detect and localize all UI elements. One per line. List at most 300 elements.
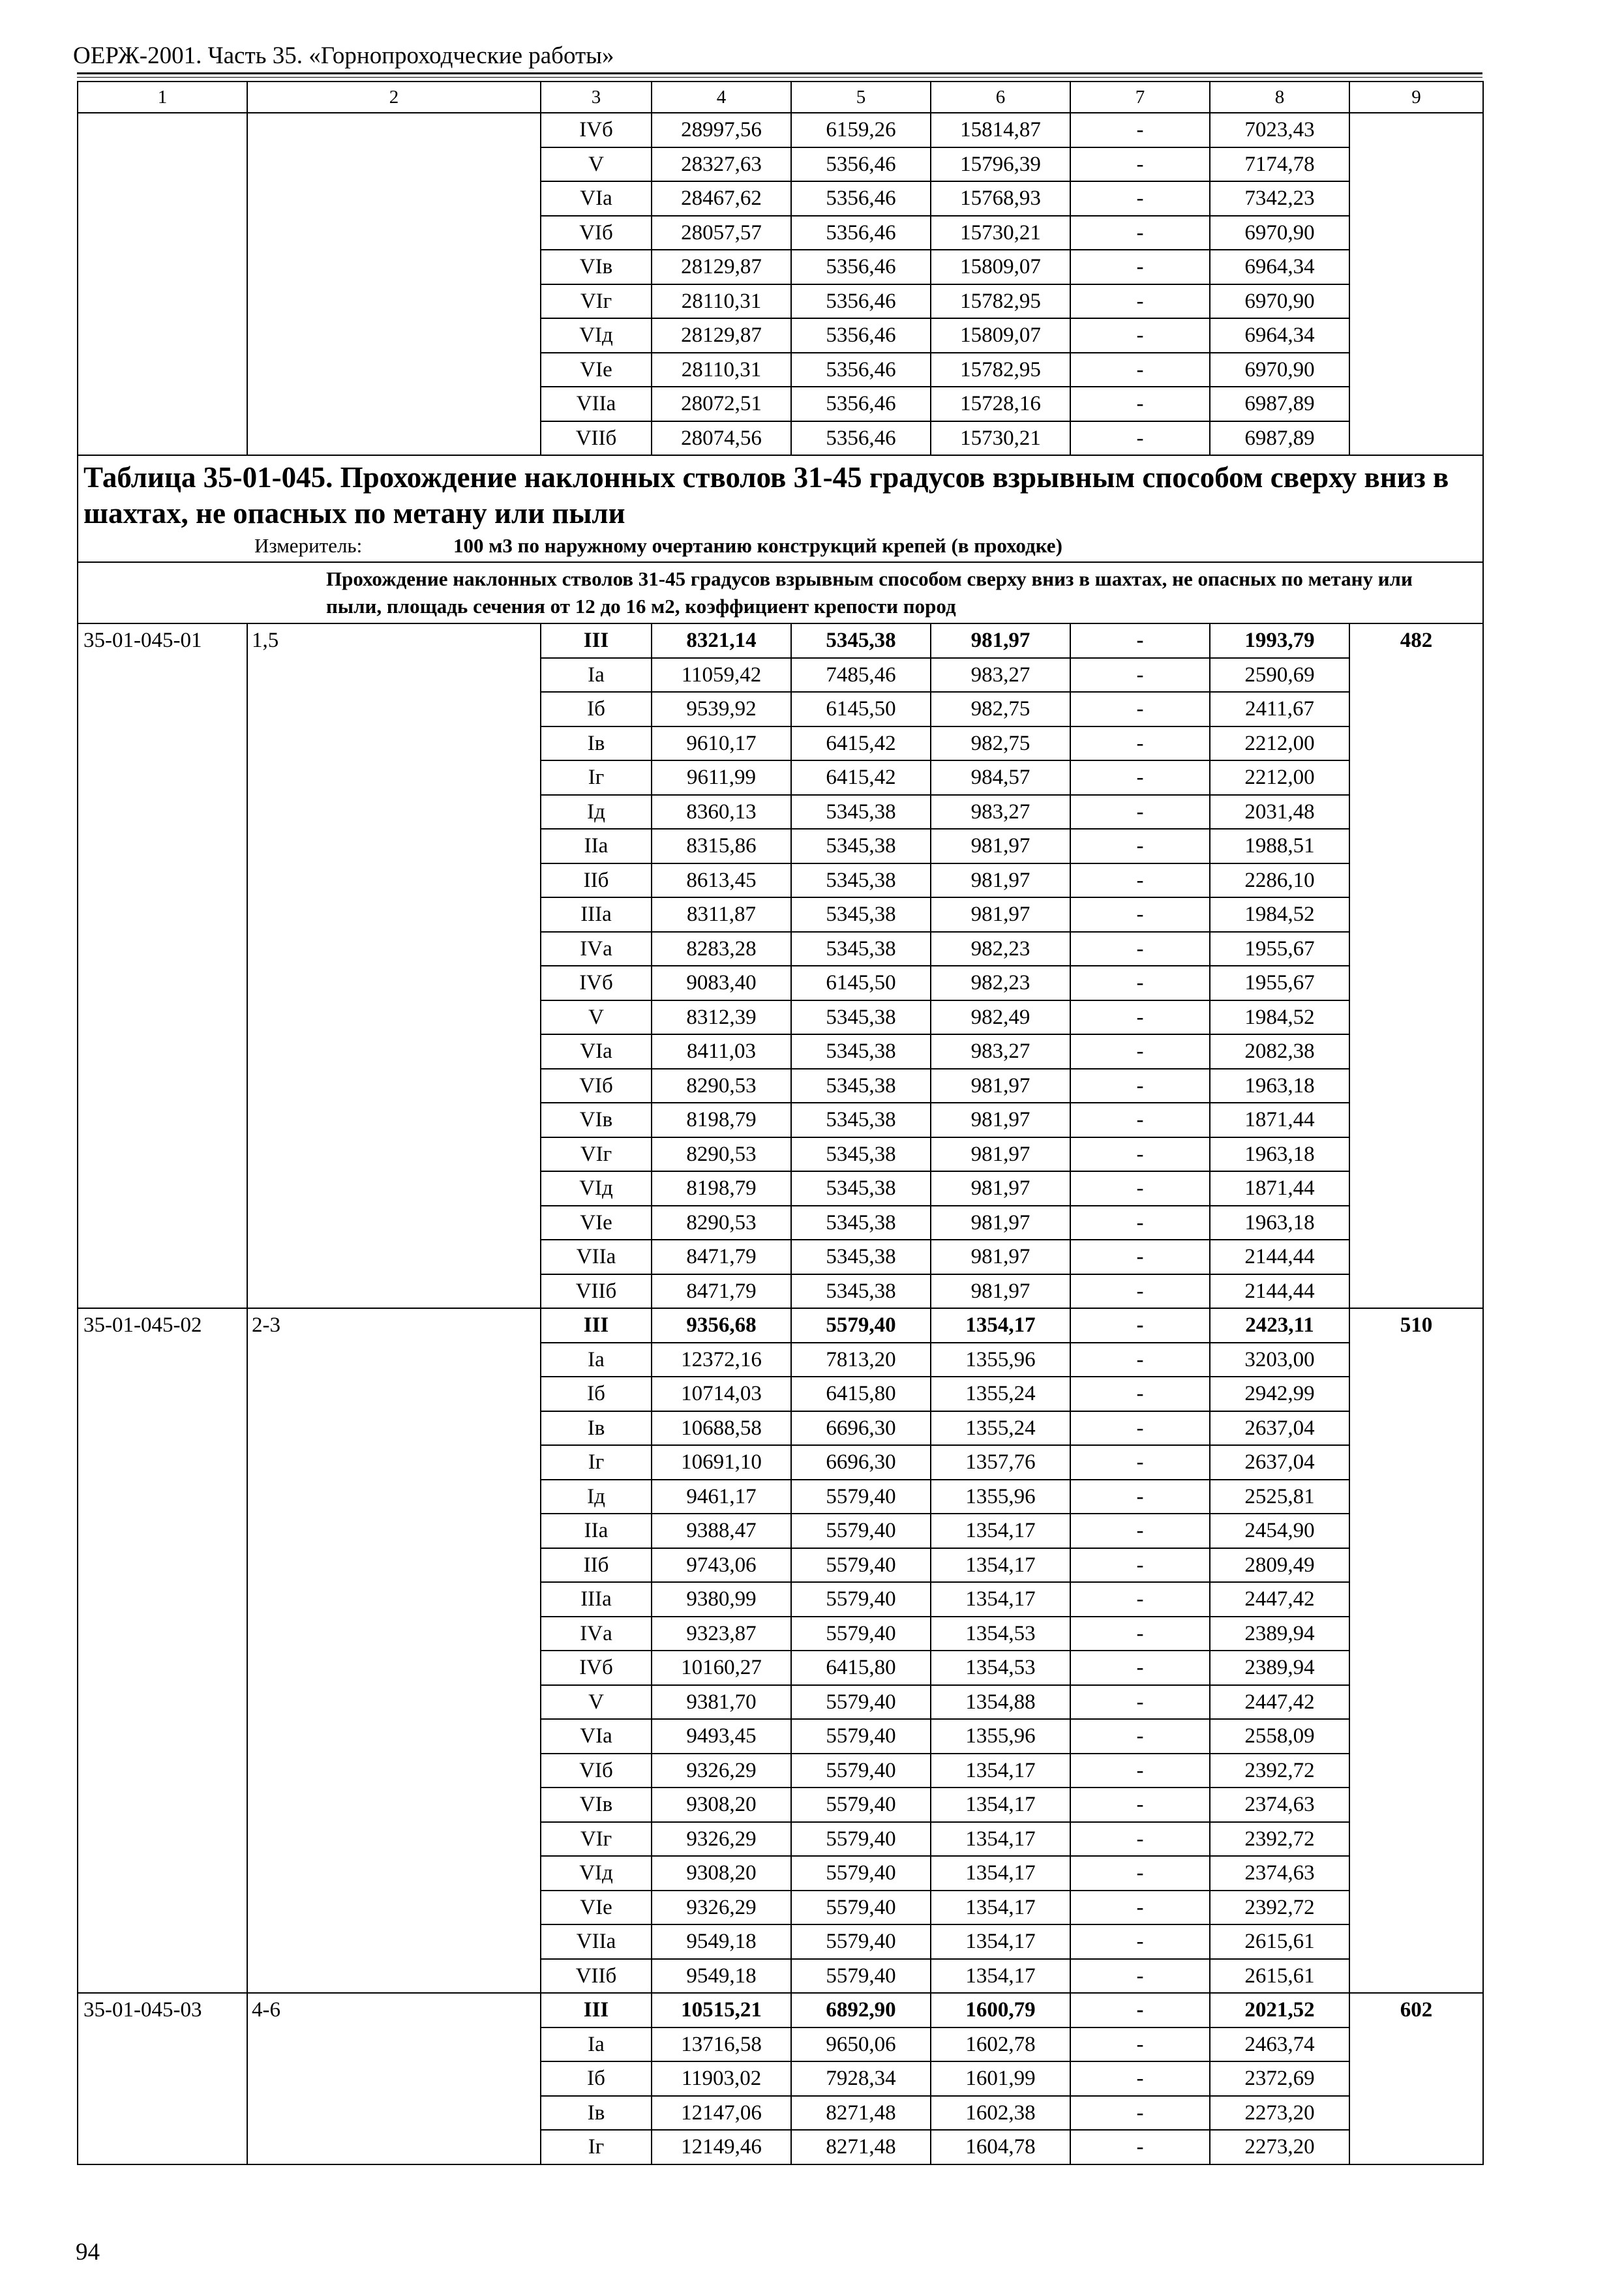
value-cell: 9323,87 bbox=[652, 1617, 791, 1651]
value-cell: 2392,72 bbox=[1210, 1822, 1349, 1857]
value-cell: 15782,95 bbox=[931, 353, 1070, 387]
value-cell: - bbox=[1070, 2096, 1210, 2131]
param-cell: 1,5 bbox=[247, 623, 541, 1308]
value-cell: 2273,20 bbox=[1210, 2130, 1349, 2164]
value-cell: VIе bbox=[541, 1206, 652, 1240]
value-cell: 982,75 bbox=[931, 726, 1070, 761]
value-cell: 28129,87 bbox=[652, 318, 791, 353]
value-cell: 5579,40 bbox=[791, 1548, 931, 1583]
value-cell: 28057,57 bbox=[652, 216, 791, 250]
value-cell: Iг bbox=[541, 2130, 652, 2164]
value-cell: 2423,11 bbox=[1210, 1308, 1349, 1343]
value-cell: 1602,78 bbox=[931, 2027, 1070, 2062]
value-cell: 8290,53 bbox=[652, 1137, 791, 1172]
value-cell: 1354,53 bbox=[931, 1651, 1070, 1685]
code-cell bbox=[78, 113, 247, 455]
value-cell: - bbox=[1070, 1034, 1210, 1069]
value-cell: Iб bbox=[541, 692, 652, 726]
value-cell: VIа bbox=[541, 181, 652, 216]
value-cell: 8311,87 bbox=[652, 897, 791, 932]
value-cell: 9493,45 bbox=[652, 1719, 791, 1754]
value-cell: - bbox=[1070, 1308, 1210, 1343]
value-cell: 10691,10 bbox=[652, 1445, 791, 1480]
value-cell: 5345,38 bbox=[791, 1206, 931, 1240]
value-cell: 8471,79 bbox=[652, 1240, 791, 1274]
value-cell: 11059,42 bbox=[652, 658, 791, 693]
value-cell: 5356,46 bbox=[791, 318, 931, 353]
value-cell: IIа bbox=[541, 829, 652, 863]
value-cell: - bbox=[1070, 1754, 1210, 1788]
param-cell: 2-3 bbox=[247, 1308, 541, 1993]
value-cell: 9356,68 bbox=[652, 1308, 791, 1343]
value-cell: 3203,00 bbox=[1210, 1343, 1349, 1377]
value-cell: VIб bbox=[541, 1069, 652, 1103]
column-header: 1 bbox=[78, 82, 247, 113]
col9-cell bbox=[1349, 113, 1483, 455]
value-cell: - bbox=[1070, 250, 1210, 284]
header-rule bbox=[77, 72, 1482, 74]
value-cell: IIб bbox=[541, 1548, 652, 1583]
value-cell: 6964,34 bbox=[1210, 250, 1349, 284]
value-cell: 5579,40 bbox=[791, 1891, 931, 1925]
value-cell: 2447,42 bbox=[1210, 1582, 1349, 1617]
value-cell: - bbox=[1070, 623, 1210, 658]
value-cell: 1963,18 bbox=[1210, 1206, 1349, 1240]
value-cell: 5356,46 bbox=[791, 216, 931, 250]
value-cell: Iд bbox=[541, 1480, 652, 1514]
value-cell: 7485,46 bbox=[791, 658, 931, 693]
value-cell: 5579,40 bbox=[791, 1754, 931, 1788]
value-cell: 2372,69 bbox=[1210, 2061, 1349, 2096]
value-cell: 8283,28 bbox=[652, 932, 791, 966]
value-cell: 9326,29 bbox=[652, 1891, 791, 1925]
rates-table bbox=[77, 81, 1484, 2165]
value-cell: 5356,46 bbox=[791, 421, 931, 456]
value-cell: 15809,07 bbox=[931, 318, 1070, 353]
value-cell: 8198,79 bbox=[652, 1171, 791, 1206]
value-cell: - bbox=[1070, 829, 1210, 863]
value-cell: 8198,79 bbox=[652, 1103, 791, 1137]
value-cell: - bbox=[1070, 1206, 1210, 1240]
value-cell: - bbox=[1070, 181, 1210, 216]
value-cell: IVа bbox=[541, 1617, 652, 1651]
value-cell: 6970,90 bbox=[1210, 353, 1349, 387]
value-cell: Iв bbox=[541, 726, 652, 761]
value-cell: 6696,30 bbox=[791, 1411, 931, 1446]
value-cell: - bbox=[1070, 1617, 1210, 1651]
value-cell: Iб bbox=[541, 1377, 652, 1411]
value-cell: 6415,42 bbox=[791, 726, 931, 761]
param-cell bbox=[247, 113, 541, 455]
value-cell: 1984,52 bbox=[1210, 897, 1349, 932]
value-cell: 2411,67 bbox=[1210, 692, 1349, 726]
page-number: 94 bbox=[76, 2239, 100, 2266]
value-cell: 983,27 bbox=[931, 1034, 1070, 1069]
value-cell: IVб bbox=[541, 1651, 652, 1685]
value-cell: 5579,40 bbox=[791, 1480, 931, 1514]
value-cell: 5579,40 bbox=[791, 1685, 931, 1720]
value-cell: 2392,72 bbox=[1210, 1754, 1349, 1788]
value-cell: 2525,81 bbox=[1210, 1480, 1349, 1514]
value-cell: 7174,78 bbox=[1210, 147, 1349, 182]
value-cell: 1354,17 bbox=[931, 1856, 1070, 1891]
value-cell: - bbox=[1070, 113, 1210, 147]
value-cell: 9650,06 bbox=[791, 2027, 931, 2062]
col9-cell: 482 bbox=[1349, 623, 1483, 1308]
value-cell: Iб bbox=[541, 2061, 652, 2096]
value-cell: 1354,17 bbox=[931, 1582, 1070, 1617]
column-header: 3 bbox=[541, 82, 652, 113]
value-cell: Iг bbox=[541, 1445, 652, 1480]
value-cell: 7928,34 bbox=[791, 2061, 931, 2096]
code-cell: 35-01-045-01 bbox=[78, 623, 247, 1308]
value-cell: 1988,51 bbox=[1210, 829, 1349, 863]
value-cell: 8312,39 bbox=[652, 1000, 791, 1035]
value-cell: 7023,43 bbox=[1210, 113, 1349, 147]
value-cell: 2286,10 bbox=[1210, 863, 1349, 898]
value-cell: 2809,49 bbox=[1210, 1548, 1349, 1583]
value-cell: 5345,38 bbox=[791, 1103, 931, 1137]
value-cell: - bbox=[1070, 353, 1210, 387]
value-cell: - bbox=[1070, 1514, 1210, 1548]
value-cell: - bbox=[1070, 318, 1210, 353]
value-cell: 8315,86 bbox=[652, 829, 791, 863]
value-cell: 2942,99 bbox=[1210, 1377, 1349, 1411]
value-cell: 8290,53 bbox=[652, 1206, 791, 1240]
value-cell: Iа bbox=[541, 2027, 652, 2062]
value-cell: 981,97 bbox=[931, 863, 1070, 898]
value-cell: 5345,38 bbox=[791, 829, 931, 863]
value-cell: Iв bbox=[541, 2096, 652, 2131]
value-cell: IIIа bbox=[541, 897, 652, 932]
value-cell: Iд bbox=[541, 795, 652, 830]
value-cell: - bbox=[1070, 1924, 1210, 1959]
value-cell: 982,75 bbox=[931, 692, 1070, 726]
value-cell: VIд bbox=[541, 318, 652, 353]
value-cell: 15809,07 bbox=[931, 250, 1070, 284]
value-cell: 981,97 bbox=[931, 1240, 1070, 1274]
value-cell: - bbox=[1070, 1582, 1210, 1617]
table-title: Таблица 35-01-045. Прохождение наклонных стволов 31-45 градусов взрывным способом сверху вниз в шахтах, не опасных по метану или пыли bbox=[83, 461, 1449, 530]
value-cell: 9539,92 bbox=[652, 692, 791, 726]
value-cell: 1355,24 bbox=[931, 1411, 1070, 1446]
value-cell: 11903,02 bbox=[652, 2061, 791, 2096]
value-cell: 2389,94 bbox=[1210, 1617, 1349, 1651]
value-cell: - bbox=[1070, 692, 1210, 726]
value-cell: 2082,38 bbox=[1210, 1034, 1349, 1069]
value-cell: 6970,90 bbox=[1210, 284, 1349, 319]
code-cell: 35-01-045-02 bbox=[78, 1308, 247, 1993]
value-cell: VIIб bbox=[541, 421, 652, 456]
value-cell: 28327,63 bbox=[652, 147, 791, 182]
value-cell: 6159,26 bbox=[791, 113, 931, 147]
value-cell: VIд bbox=[541, 1856, 652, 1891]
value-cell: Iа bbox=[541, 1343, 652, 1377]
value-cell: - bbox=[1070, 1069, 1210, 1103]
value-cell: 15768,93 bbox=[931, 181, 1070, 216]
value-cell: VIIа bbox=[541, 1924, 652, 1959]
value-cell: - bbox=[1070, 387, 1210, 421]
value-cell: 1354,17 bbox=[931, 1924, 1070, 1959]
column-header: 7 bbox=[1070, 82, 1210, 113]
value-cell: 9611,99 bbox=[652, 760, 791, 795]
value-cell: 5579,40 bbox=[791, 1924, 931, 1959]
value-cell: 2273,20 bbox=[1210, 2096, 1349, 2131]
value-cell: 5345,38 bbox=[791, 897, 931, 932]
value-cell: 1600,79 bbox=[931, 1993, 1070, 2027]
value-cell: VIд bbox=[541, 1171, 652, 1206]
document-body bbox=[77, 81, 1484, 2165]
value-cell: 8411,03 bbox=[652, 1034, 791, 1069]
value-cell: 1354,17 bbox=[931, 1822, 1070, 1857]
value-cell: VIг bbox=[541, 1822, 652, 1857]
value-cell: VIб bbox=[541, 216, 652, 250]
value-cell: - bbox=[1070, 1343, 1210, 1377]
value-cell: 9326,29 bbox=[652, 1822, 791, 1857]
value-cell: 981,97 bbox=[931, 829, 1070, 863]
value-cell: - bbox=[1070, 1411, 1210, 1446]
value-cell: 8321,14 bbox=[652, 623, 791, 658]
value-cell: - bbox=[1070, 1788, 1210, 1822]
value-cell: 5356,46 bbox=[791, 250, 931, 284]
value-cell: 15730,21 bbox=[931, 216, 1070, 250]
value-cell: 981,97 bbox=[931, 623, 1070, 658]
value-cell: 5356,46 bbox=[791, 181, 931, 216]
value-cell: 2454,90 bbox=[1210, 1514, 1349, 1548]
value-cell: 6987,89 bbox=[1210, 421, 1349, 456]
value-cell: 5579,40 bbox=[791, 1514, 931, 1548]
value-cell: 13716,58 bbox=[652, 2027, 791, 2062]
value-cell: VIе bbox=[541, 1891, 652, 1925]
param-cell: 4-6 bbox=[247, 1993, 541, 2164]
value-cell: 28997,56 bbox=[652, 113, 791, 147]
value-cell: 9549,18 bbox=[652, 1959, 791, 1994]
value-cell: - bbox=[1070, 2027, 1210, 2062]
value-cell: 1963,18 bbox=[1210, 1069, 1349, 1103]
value-cell: III bbox=[541, 623, 652, 658]
value-cell: 9610,17 bbox=[652, 726, 791, 761]
value-cell: 1955,67 bbox=[1210, 966, 1349, 1000]
table-row bbox=[78, 113, 1483, 147]
value-cell: 15782,95 bbox=[931, 284, 1070, 319]
value-cell: 2144,44 bbox=[1210, 1240, 1349, 1274]
value-cell: 10160,27 bbox=[652, 1651, 791, 1685]
value-cell: - bbox=[1070, 966, 1210, 1000]
value-cell: 5579,40 bbox=[791, 1788, 931, 1822]
value-cell: - bbox=[1070, 421, 1210, 456]
value-cell: 2031,48 bbox=[1210, 795, 1349, 830]
value-cell: 2637,04 bbox=[1210, 1445, 1349, 1480]
page-header-title: ОЕРЖ-2001. Часть 35. «Горнопроходческие работы» bbox=[73, 42, 614, 69]
value-cell: 5579,40 bbox=[791, 1856, 931, 1891]
value-cell: 1357,76 bbox=[931, 1445, 1070, 1480]
column-header: 4 bbox=[652, 82, 791, 113]
value-cell: 12372,16 bbox=[652, 1343, 791, 1377]
value-cell: - bbox=[1070, 1651, 1210, 1685]
measure-line bbox=[83, 533, 1477, 559]
column-header: 6 bbox=[931, 82, 1070, 113]
value-cell: 6415,80 bbox=[791, 1651, 931, 1685]
value-cell: - bbox=[1070, 1822, 1210, 1857]
value-cell: VIе bbox=[541, 353, 652, 387]
value-cell: VIв bbox=[541, 1103, 652, 1137]
value-cell: V bbox=[541, 1000, 652, 1035]
value-cell: 5579,40 bbox=[791, 1719, 931, 1754]
value-cell: 5345,38 bbox=[791, 863, 931, 898]
value-cell: 5345,38 bbox=[791, 795, 931, 830]
value-cell: - bbox=[1070, 1171, 1210, 1206]
value-cell: 983,27 bbox=[931, 795, 1070, 830]
value-cell: - bbox=[1070, 2061, 1210, 2096]
value-cell: 2558,09 bbox=[1210, 1719, 1349, 1754]
value-cell: 10515,21 bbox=[652, 1993, 791, 2027]
value-cell: - bbox=[1070, 1548, 1210, 1583]
value-cell: 981,97 bbox=[931, 1206, 1070, 1240]
value-cell: 5345,38 bbox=[791, 1069, 931, 1103]
value-cell: 1604,78 bbox=[931, 2130, 1070, 2164]
value-cell: 28072,51 bbox=[652, 387, 791, 421]
value-cell: - bbox=[1070, 932, 1210, 966]
value-cell: III bbox=[541, 1308, 652, 1343]
value-cell: IIа bbox=[541, 1514, 652, 1548]
value-cell: 981,97 bbox=[931, 1069, 1070, 1103]
value-cell: 5356,46 bbox=[791, 353, 931, 387]
value-cell: 1993,79 bbox=[1210, 623, 1349, 658]
value-cell: 982,49 bbox=[931, 1000, 1070, 1035]
value-cell: Iа bbox=[541, 658, 652, 693]
value-cell: - bbox=[1070, 1719, 1210, 1754]
value-cell: 5579,40 bbox=[791, 1582, 931, 1617]
value-cell: 2637,04 bbox=[1210, 1411, 1349, 1446]
value-cell: 2212,00 bbox=[1210, 760, 1349, 795]
value-cell: VIIб bbox=[541, 1959, 652, 1994]
value-cell: VIг bbox=[541, 284, 652, 319]
value-cell: 12147,06 bbox=[652, 2096, 791, 2131]
value-cell: VIб bbox=[541, 1754, 652, 1788]
value-cell: 1354,88 bbox=[931, 1685, 1070, 1720]
value-cell: 981,97 bbox=[931, 1103, 1070, 1137]
value-cell: 2374,63 bbox=[1210, 1856, 1349, 1891]
value-cell: 2463,74 bbox=[1210, 2027, 1349, 2062]
table-row bbox=[78, 1993, 1483, 2027]
value-cell: 981,97 bbox=[931, 1274, 1070, 1309]
measure-value: 100 м3 по наружному очертанию конструкций крепей (в проходке) bbox=[453, 534, 1062, 557]
value-cell: 8271,48 bbox=[791, 2130, 931, 2164]
value-cell: 9743,06 bbox=[652, 1548, 791, 1583]
value-cell: IIб bbox=[541, 863, 652, 898]
value-cell: 2212,00 bbox=[1210, 726, 1349, 761]
value-cell: 5345,38 bbox=[791, 1240, 931, 1274]
value-cell: 1354,17 bbox=[931, 1959, 1070, 1994]
value-cell: 1601,99 bbox=[931, 2061, 1070, 2096]
code-cell: 35-01-045-03 bbox=[78, 1993, 247, 2164]
value-cell: 9326,29 bbox=[652, 1754, 791, 1788]
value-cell: 5345,38 bbox=[791, 932, 931, 966]
value-cell: 2144,44 bbox=[1210, 1274, 1349, 1309]
value-cell: 9083,40 bbox=[652, 966, 791, 1000]
value-cell: 15728,16 bbox=[931, 387, 1070, 421]
value-cell: - bbox=[1070, 147, 1210, 182]
value-cell: 15814,87 bbox=[931, 113, 1070, 147]
value-cell: 6145,50 bbox=[791, 966, 931, 1000]
value-cell: 982,23 bbox=[931, 932, 1070, 966]
value-cell: 9381,70 bbox=[652, 1685, 791, 1720]
value-cell: 1354,53 bbox=[931, 1617, 1070, 1651]
value-cell: 15730,21 bbox=[931, 421, 1070, 456]
value-cell: - bbox=[1070, 1685, 1210, 1720]
value-cell: 9308,20 bbox=[652, 1856, 791, 1891]
value-cell: - bbox=[1070, 2130, 1210, 2164]
value-cell: 1355,96 bbox=[931, 1719, 1070, 1754]
value-cell: 6964,34 bbox=[1210, 318, 1349, 353]
value-cell: 6970,90 bbox=[1210, 216, 1349, 250]
value-cell: 1354,17 bbox=[931, 1308, 1070, 1343]
value-cell: 9380,99 bbox=[652, 1582, 791, 1617]
value-cell: - bbox=[1070, 1274, 1210, 1309]
value-cell: 9308,20 bbox=[652, 1788, 791, 1822]
value-cell: 2389,94 bbox=[1210, 1651, 1349, 1685]
value-cell: 1355,24 bbox=[931, 1377, 1070, 1411]
value-cell: - bbox=[1070, 658, 1210, 693]
value-cell: VIа bbox=[541, 1034, 652, 1069]
value-cell: 981,97 bbox=[931, 1137, 1070, 1172]
value-cell: 28129,87 bbox=[652, 250, 791, 284]
table-title-cell bbox=[78, 455, 1483, 562]
column-header-row bbox=[78, 82, 1483, 113]
column-header: 5 bbox=[791, 82, 931, 113]
value-cell: 1355,96 bbox=[931, 1480, 1070, 1514]
value-cell: 28074,56 bbox=[652, 421, 791, 456]
value-cell: 8360,13 bbox=[652, 795, 791, 830]
value-cell: 5579,40 bbox=[791, 1308, 931, 1343]
value-cell: 7813,20 bbox=[791, 1343, 931, 1377]
value-cell: 12149,46 bbox=[652, 2130, 791, 2164]
value-cell: 6696,30 bbox=[791, 1445, 931, 1480]
value-cell: 5345,38 bbox=[791, 1137, 931, 1172]
value-cell: VIа bbox=[541, 1719, 652, 1754]
value-cell: VIIа bbox=[541, 1240, 652, 1274]
value-cell: 1871,44 bbox=[1210, 1171, 1349, 1206]
value-cell: 5345,38 bbox=[791, 1274, 931, 1309]
col9-cell: 602 bbox=[1349, 1993, 1483, 2164]
value-cell: 28467,62 bbox=[652, 181, 791, 216]
column-header: 8 bbox=[1210, 82, 1349, 113]
value-cell: 1963,18 bbox=[1210, 1137, 1349, 1172]
value-cell: 1955,67 bbox=[1210, 932, 1349, 966]
value-cell: 2615,61 bbox=[1210, 1959, 1349, 1994]
value-cell: - bbox=[1070, 795, 1210, 830]
value-cell: 6987,89 bbox=[1210, 387, 1349, 421]
value-cell: - bbox=[1070, 897, 1210, 932]
value-cell: VIг bbox=[541, 1137, 652, 1172]
value-cell: 1354,17 bbox=[931, 1514, 1070, 1548]
value-cell: 5579,40 bbox=[791, 1617, 931, 1651]
value-cell: 28110,31 bbox=[652, 353, 791, 387]
measure-label: Измеритель: bbox=[254, 534, 363, 557]
value-cell: - bbox=[1070, 1891, 1210, 1925]
value-cell: 1354,17 bbox=[931, 1788, 1070, 1822]
value-cell: 5356,46 bbox=[791, 387, 931, 421]
value-cell: 28110,31 bbox=[652, 284, 791, 319]
value-cell: - bbox=[1070, 1993, 1210, 2027]
value-cell: VIв bbox=[541, 250, 652, 284]
value-cell: 9461,17 bbox=[652, 1480, 791, 1514]
column-header: 9 bbox=[1349, 82, 1483, 113]
column-header: 2 bbox=[247, 82, 541, 113]
value-cell: 2374,63 bbox=[1210, 1788, 1349, 1822]
value-cell: VIIб bbox=[541, 1274, 652, 1309]
value-cell: 6415,42 bbox=[791, 760, 931, 795]
